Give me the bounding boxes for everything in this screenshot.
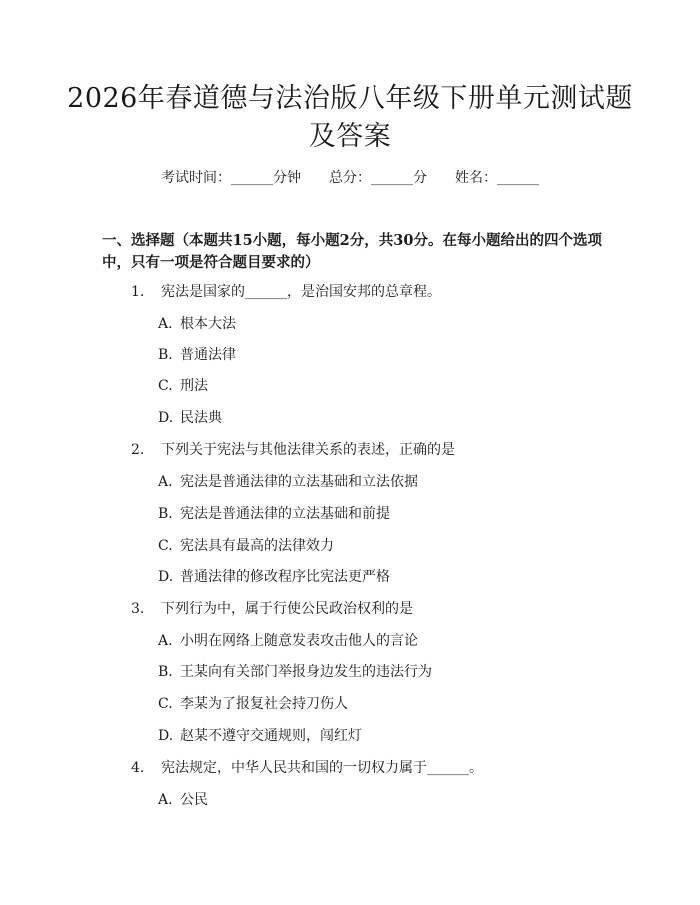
option-letter: D. — [158, 728, 174, 744]
option-letter: A. — [158, 792, 173, 808]
option-3d — [158, 726, 362, 746]
name-blank: ______ — [497, 170, 539, 186]
total-score-blank: ______ — [371, 170, 413, 186]
option-1b — [158, 345, 236, 365]
question-number: 2. — [131, 442, 145, 458]
option-4a — [158, 790, 208, 810]
exam-time-label: 考试时间： — [161, 170, 231, 186]
question-2 — [131, 440, 455, 460]
question-text: 宪法是国家的______，是治国安邦的总章程。 — [161, 284, 441, 300]
option-text: 赵某不遵守交通规则，闯红灯 — [180, 728, 362, 744]
option-2b — [158, 504, 390, 524]
option-text: 李某为了报复社会持刀伤人 — [180, 696, 348, 712]
total-score-label: 总分： — [329, 170, 371, 186]
option-letter: D. — [158, 569, 174, 585]
question-4 — [131, 758, 483, 778]
option-2a — [158, 472, 418, 492]
option-letter: C. — [158, 696, 173, 712]
option-3c — [158, 694, 348, 714]
exam-info — [0, 168, 700, 188]
name-label: 姓名： — [455, 170, 497, 186]
option-text: 普通法律的修改程序比宪法更严格 — [180, 569, 390, 585]
question-number: 4. — [131, 760, 145, 776]
option-2c — [158, 536, 334, 556]
option-3b — [158, 662, 432, 682]
option-text: 普通法律 — [180, 347, 236, 363]
option-1d — [158, 408, 222, 428]
option-text: 宪法具有最高的法律效力 — [180, 538, 334, 554]
option-letter: C. — [158, 538, 173, 554]
question-text: 宪法规定，中华人民共和国的一切权力属于______。 — [161, 760, 483, 776]
question-number: 1. — [131, 284, 145, 300]
option-text: 小明在网络上随意发表攻击他人的言论 — [180, 633, 418, 649]
option-letter: A. — [158, 316, 173, 332]
exam-time-unit: 分钟 — [273, 170, 301, 186]
question-1 — [131, 282, 441, 302]
option-letter: B. — [158, 347, 173, 363]
question-text: 下列关于宪法与其他法律关系的表述，正确的是 — [161, 442, 455, 458]
question-3 — [131, 599, 413, 619]
option-1a — [158, 314, 236, 334]
option-letter: A. — [158, 474, 173, 490]
total-score-unit: 分 — [413, 170, 427, 186]
page-title: 2026年春道德与法治版八年级下册单元测试题及答案 — [67, 83, 633, 152]
option-1c — [158, 376, 208, 396]
section-heading: 一、选择题（本题共15小题，每小题2分，共30分。在每小题给出的四个选项中，只有一项是符合题目要求的） — [102, 232, 602, 271]
option-letter: A. — [158, 633, 173, 649]
option-3a — [158, 631, 418, 651]
option-letter: D. — [158, 410, 174, 426]
option-text: 民法典 — [180, 410, 222, 426]
question-number: 3. — [131, 601, 145, 617]
option-text: 宪法是普通法律的立法基础和立法依据 — [180, 474, 418, 490]
exam-time-blank: ______ — [231, 170, 273, 186]
option-letter: C. — [158, 378, 173, 394]
option-text: 根本大法 — [180, 316, 236, 332]
option-letter: B. — [158, 664, 173, 680]
option-text: 公民 — [180, 792, 208, 808]
option-2d — [158, 567, 390, 587]
option-letter: B. — [158, 506, 173, 522]
option-text: 宪法是普通法律的立法基础和前提 — [180, 506, 390, 522]
option-text: 王某向有关部门举报身边发生的违法行为 — [180, 664, 432, 680]
option-text: 刑法 — [180, 378, 208, 394]
question-text: 下列行为中，属于行使公民政治权利的是 — [161, 601, 413, 617]
